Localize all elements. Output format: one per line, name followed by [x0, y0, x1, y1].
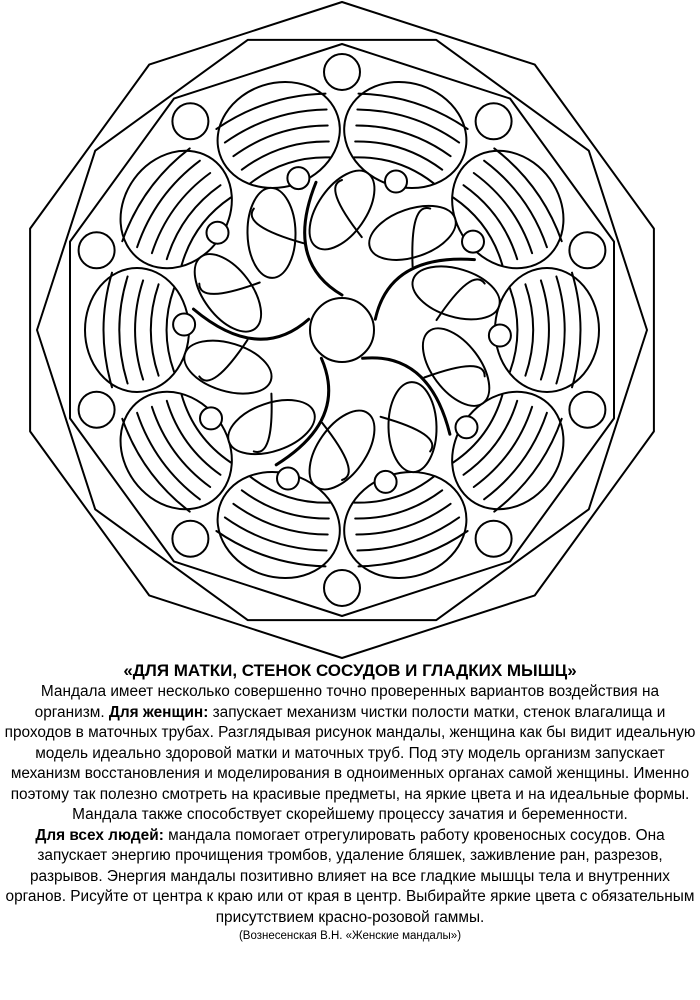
outer-bead — [324, 570, 360, 606]
inner-bead — [173, 314, 195, 336]
inner-bead — [287, 167, 309, 189]
outer-bead — [476, 521, 512, 557]
inner-bead — [489, 325, 511, 347]
outer-bead — [79, 392, 115, 428]
women-label: Для женщин: — [108, 703, 209, 721]
source-citation: (Вознесенская В.Н. «Женские мандалы») — [238, 930, 462, 942]
outer-bead — [476, 103, 512, 139]
all-people-label: Для всех людей: — [35, 826, 164, 844]
outer-bead — [324, 54, 360, 90]
inner-bead — [277, 468, 299, 490]
inner-petal-group — [173, 314, 278, 404]
inner-petal-group — [406, 257, 511, 347]
inner-bead — [375, 471, 397, 493]
text-block — [0, 660, 700, 944]
outer-bead — [79, 232, 115, 268]
outer-bead — [569, 232, 605, 268]
inner-bead — [385, 171, 407, 193]
outer-bead — [172, 103, 208, 139]
inner-bead — [456, 416, 478, 438]
inner-bead — [200, 407, 222, 429]
intro-text: Мандала имеет несколько совершенно точно проверенных вариантов воздействия на организм. — [34, 683, 660, 721]
inner-bead — [207, 222, 229, 244]
paragraph-all-people — [0, 826, 700, 929]
women-text: запускает механизм чистки полости матки, стенок влагалища и проходов в маточных трубах. Разглядывая рисунок мандалы, женщина как бы видит идеальную модель идеально здоровой матки и маточных труб. Под эту модель организм запускает механизм восстановления и моделирования в одноименных органах самой женщины. Именно поэтому так полезно смотреть на красивые предметы, на яркие цвета и на идеальные формы. Мандала также способствует скорейшему процессу зачатия и беременности. — [4, 703, 696, 823]
paragraph-women — [0, 682, 700, 826]
inner-bead — [462, 231, 484, 253]
center-circle — [310, 298, 374, 362]
outer-bead — [172, 521, 208, 557]
page-title: «ДЛЯ МАТКИ, СТЕНОК СОСУДОВ И ГЛАДКИХ МЫШЦ» — [123, 661, 577, 680]
all-people-text: мандала помогает отрегулировать работу кровеносных сосудов. Она запускает энергию прочищения тромбов, удаление бляшек, заживление ран, разрезов, разрывов. Энергия мандалы позитивно влияет на все гладкие мышцы тела и внутренних органов. Рисуйте от центра к краю или от края в центр. Выбирайте яркие цвета с обязательным присутствием красно-розовой гаммы. — [5, 826, 695, 926]
outer-bead — [569, 392, 605, 428]
